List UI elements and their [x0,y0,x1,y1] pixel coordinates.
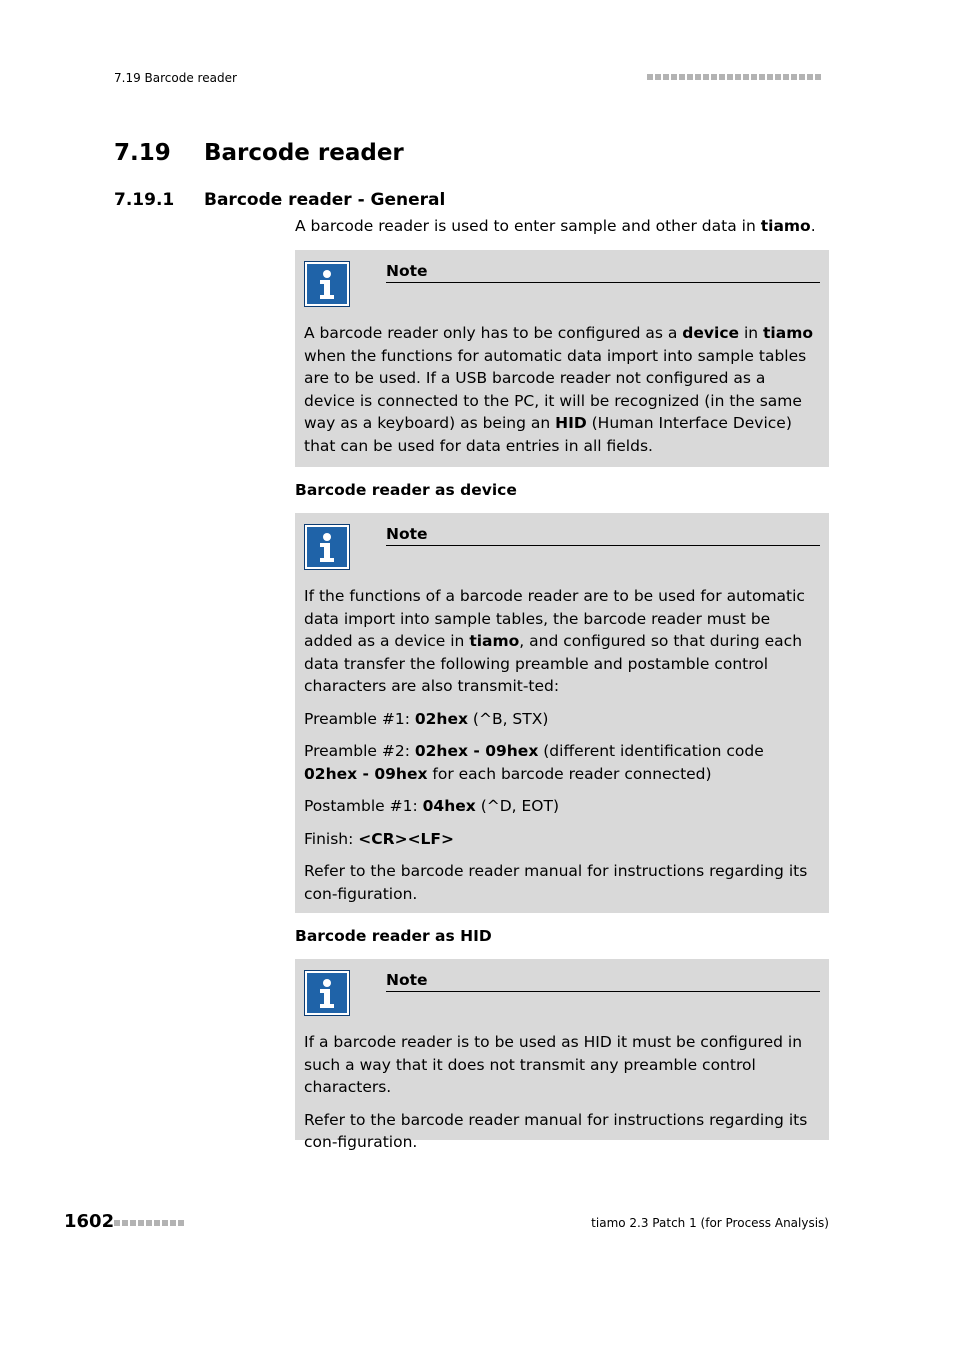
text: Preamble #1: [304,709,415,728]
dot [114,1220,120,1226]
finish [304,828,820,851]
note-paragraph: Refer to the barcode reader manual for instructions regarding its con-figuration. [304,862,808,903]
note-title: Note [386,261,820,283]
dot [807,74,813,80]
dot [647,74,653,80]
dot [146,1220,152,1226]
subheading-device: Barcode reader as device [295,481,517,499]
info-icon [304,261,350,307]
dot [170,1220,176,1226]
bold-text: tiamo [469,632,520,650]
info-icon [304,524,350,570]
dot [703,74,709,80]
text: Postamble #1: [304,797,423,815]
dot [751,74,757,80]
dot [695,74,701,80]
intro-bold: tiamo [760,217,811,235]
preamble-2 [304,740,820,785]
dot [735,74,741,80]
dot [130,1220,136,1226]
header-dots [647,74,821,80]
running-header-section: 7.19 Barcode reader [114,71,237,85]
product-name: tiamo 2.3 Patch 1 (for Process Analysis) [591,1216,829,1230]
subsection-number: 7.19.1 [114,190,175,210]
dot [727,74,733,80]
postamble-1 [304,795,820,818]
bold-text: <CR><LF> [358,829,455,848]
preamble-1 [304,708,820,731]
dot [138,1220,144,1226]
note-paragraph: If a barcode reader is to be used as HID it must be configured in such a way that it does not transmit any preamble control characters. [304,1033,803,1096]
text: (^D, EOT) [475,797,560,815]
subsection-title: Barcode reader - General [204,190,446,210]
bold-text: 02hex - 09hex [304,764,428,783]
dot [178,1220,184,1226]
intro-paragraph [295,217,816,235]
dot [122,1220,128,1226]
text: If the functions of a barcode reader are to be used for automatic data import into sample tables, the barcode reader must be added as a device in [304,587,805,650]
bold-text: tiamo [763,324,813,342]
note-title: Note [386,970,820,992]
bold-text: 04hex [422,797,476,815]
footer-dots [114,1220,184,1226]
dot [743,74,749,80]
text: when the functions for automatic data import into sample tables are to be used. If a USB barcode reader not configured as a device is connected to the PC, it will be recognized (in the same way as a keyboard) as being an [304,346,807,432]
text: (different identification code [538,742,764,760]
note-paragraph [304,585,820,698]
dot [711,74,717,80]
text: (Human Interface Device) that can be used for data entries in all fields. [304,414,792,455]
section-heading [114,140,404,166]
intro-text: A barcode reader is used to enter sample and other data in [295,217,761,235]
subheading-hid: Barcode reader as HID [295,927,492,945]
note-box-hid [295,959,829,1151]
note-paragraph [304,322,820,457]
dot [154,1220,160,1226]
bold-text: 02hex [414,709,468,728]
info-icon [304,970,350,1016]
note-title: Note [386,524,820,546]
dot [687,74,693,80]
text: Finish: [304,829,359,848]
intro-text-end: . [810,217,816,235]
page-number: 1602 [64,1211,115,1232]
text: (^B, STX) [467,709,549,728]
bold-text: device [682,324,740,342]
bold-text: HID [555,414,587,432]
dot [162,1220,168,1226]
text: Preamble #2: [304,742,415,760]
section-number: 7.19 [114,140,171,166]
dot [791,74,797,80]
bold-text: 02hex - 09hex [414,742,539,760]
note-box-device [295,513,829,913]
subsection-heading [114,190,445,210]
dot [759,74,765,80]
dot [655,74,661,80]
note-box-general [295,250,829,467]
text: in [739,324,764,342]
section-title: Barcode reader [204,140,404,166]
text: for each barcode reader connected) [427,764,712,783]
dot [663,74,669,80]
dot [719,74,725,80]
dot [799,74,805,80]
dot [783,74,789,80]
dot [679,74,685,80]
dot [767,74,773,80]
text: A barcode reader only has to be configured as a [304,324,683,342]
dot [671,74,677,80]
note-paragraph: Refer to the barcode reader manual for instructions regarding its con-figuration. [304,1110,808,1151]
dot [815,74,821,80]
dot [775,74,781,80]
text: , and configured so that during each data transfer the following preamble and postamble control characters are also transmit-ted: [304,632,803,695]
